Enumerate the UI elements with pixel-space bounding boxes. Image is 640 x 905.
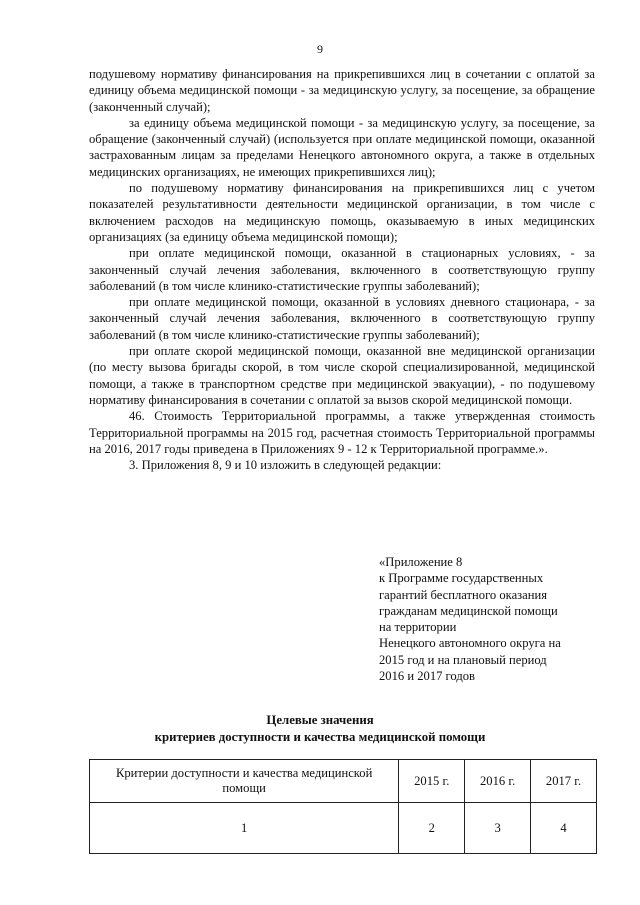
paragraph: подушевому нормативу финансирования на прикрепившихся лиц в сочетании с оплатой за единицу объема медицинской помощи - за медицинскую услугу, за посещение, за обращение (законченный случай); xyxy=(89,67,595,114)
table-title-line: критериев доступности и качества медицинской помощи xyxy=(154,729,486,744)
table-header-cell: Критерии доступности и качества медицинской помощи xyxy=(90,760,399,803)
appendix-line: к Программе государственных xyxy=(379,571,544,586)
paragraph: за единицу объема медицинской помощи - за медицинскую услугу, за посещение, за обращение (законченный случай) (используется при оплате медицинской помощи, оказанной застрахованным лицам за пределами Ненецкого автономного округа, а также в отдельных медицинских организациях, не имеющих прикрепившихся лиц); xyxy=(89,115,595,179)
criteria-table xyxy=(89,759,597,854)
appendix-line: 2015 год и на плановый период xyxy=(379,652,547,667)
body-text xyxy=(89,66,595,473)
table-title-line: Целевые значения xyxy=(266,713,374,727)
paragraph: при оплате скорой медицинской помощи, оказанной вне медицинской организации (по месту вызова бригады скорой, в том числе скорой специализированной, медицинской помощи, а также в транспортном средстве при медицинской эвакуации), - по подушевому нормативу финансирования в сочетании с оплатой за вызов скорой медицинской помощи. xyxy=(89,344,595,407)
table-header-cell: 2015 г. xyxy=(399,760,465,803)
page-number: 9 xyxy=(317,42,323,56)
table-cell: 3 xyxy=(465,803,531,854)
appendix-line: «Приложение 8 xyxy=(379,555,463,569)
appendix-line: на территории xyxy=(379,620,457,635)
table-cell: 1 xyxy=(90,803,399,854)
appendix-header xyxy=(379,554,609,684)
paragraph-item-46: 46. Стоимость Территориальной программы, а также утвержденная стоимость Территориальной программы на 2015 год, расчетная стоимость Территориальной программы на 2016, 2017 годы приведена в Приложениях 9 - 12 к Территориальной программе.». xyxy=(89,409,595,456)
table-header-cell: 2017 г. xyxy=(531,760,597,803)
appendix-line: гарантий бесплатного оказания xyxy=(379,587,548,602)
table-header-row xyxy=(90,760,597,803)
table-title xyxy=(0,712,640,745)
table-header-cell: 2016 г. xyxy=(465,760,531,803)
table-cell: 4 xyxy=(531,803,597,854)
paragraph-item-3: 3. Приложения 8, 9 и 10 изложить в следующей редакции: xyxy=(129,458,442,473)
appendix-line: 2016 и 2017 годов xyxy=(379,669,475,684)
table-cell: 2 xyxy=(399,803,465,854)
paragraph: по подушевому нормативу финансирования на прикрепившихся лиц с учетом показателей результативности деятельности медицинской организации, в том числе с включением расходов на медицинскую помощь, оказываемую в иных медицинских организациях (за единицу объема медицинской помощи); xyxy=(89,181,595,244)
table-row xyxy=(90,803,597,854)
paragraph: при оплате медицинской помощи, оказанной в условиях дневного стационара, - за законченный случай лечения заболевания, включенного в соответствующую группу заболеваний (в том числе клинико-статистические группы заболеваний); xyxy=(89,295,595,342)
paragraph: при оплате медицинской помощи, оказанной в стационарных условиях, - за законченный случай лечения заболевания, включенного в соответствующую группу заболеваний (в том числе клинико-статистические группы заболеваний); xyxy=(89,246,595,293)
appendix-line: гражданам медицинской помощи xyxy=(379,603,558,618)
appendix-line: Ненецкого автономного округа на xyxy=(379,636,561,651)
